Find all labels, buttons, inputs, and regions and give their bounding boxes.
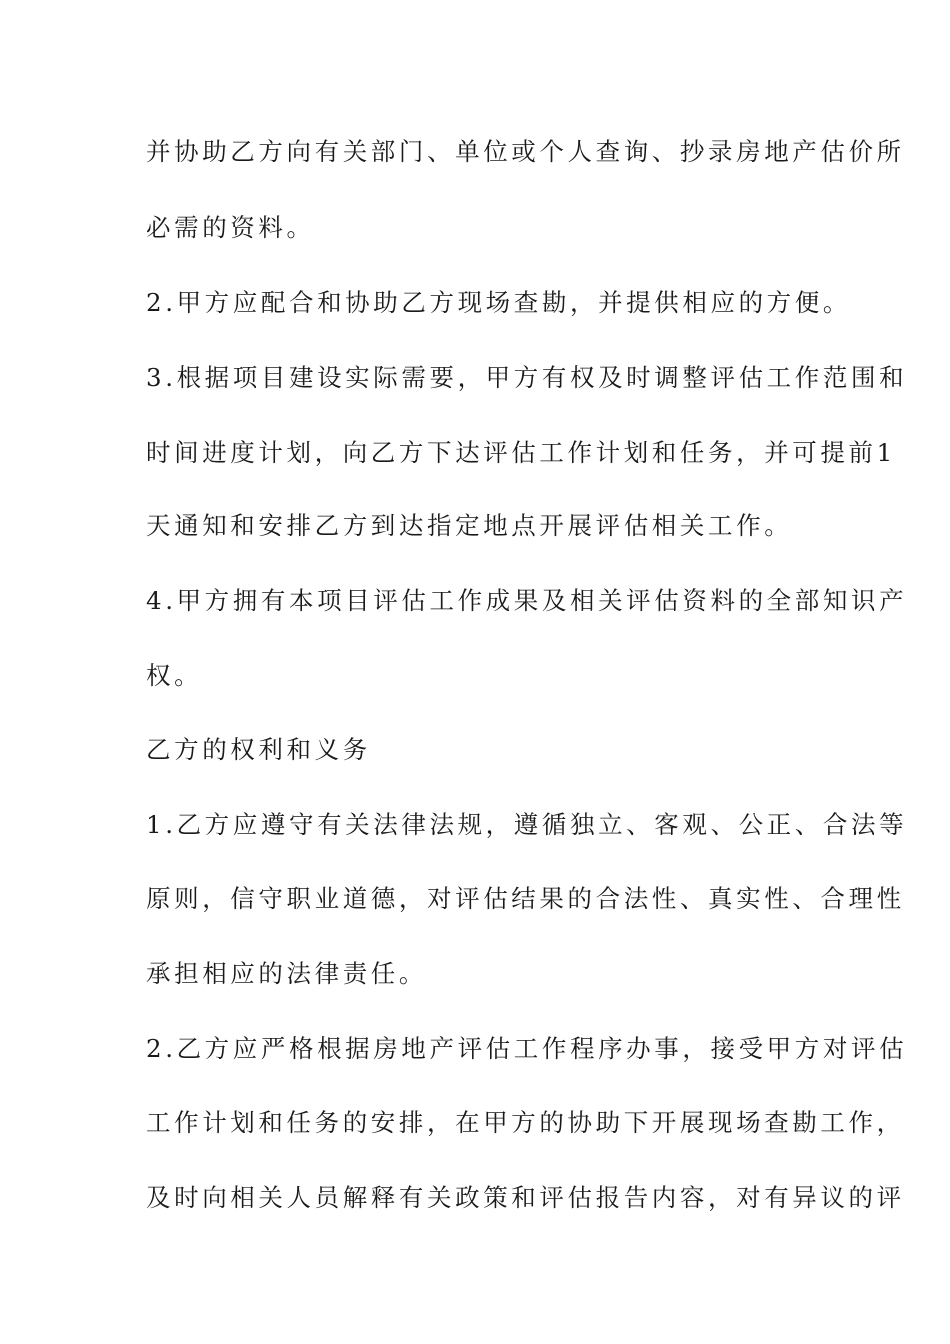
text-line: 必需的资料。 <box>146 213 315 242</box>
text-line: 天通知和安排乙方到达指定地点开展评估相关工作。 <box>146 511 793 540</box>
text-line: 时间进度计划，向乙方下达评估工作计划和任务，并可提前1 <box>146 438 896 467</box>
text-line: 权。 <box>146 661 203 690</box>
text-line: 工作计划和任务的安排，在甲方的协助下开展现场查勘工作， <box>146 1108 905 1137</box>
text-line: 承担相应的法律责任。 <box>146 959 427 988</box>
section-heading: 乙方的权利和义务 <box>146 735 371 764</box>
text-line: 3.根据项目建设实际需要，甲方有权及时调整评估工作范围和 <box>146 363 908 392</box>
text-line: 4.甲方拥有本项目评估工作成果及相关评估资料的全部知识产 <box>146 586 908 615</box>
text-line: 及时向相关人员解释有关政策和评估报告内容，对有异议的评 <box>146 1183 905 1212</box>
text-line: 2.甲方应配合和协助乙方现场查勘，并提供相应的方便。 <box>146 288 851 317</box>
text-line: 原则，信守职业道德，对评估结果的合法性、真实性、合理性 <box>146 884 905 913</box>
text-line: 2.乙方应严格根据房地产评估工作程序办事，接受甲方对评估 <box>146 1034 908 1063</box>
text-line: 并协助乙方向有关部门、单位或个人查询、抄录房地产估价所 <box>146 137 905 166</box>
text-line: 1.乙方应遵守有关法律法规，遵循独立、客观、公正、合法等 <box>146 810 908 839</box>
